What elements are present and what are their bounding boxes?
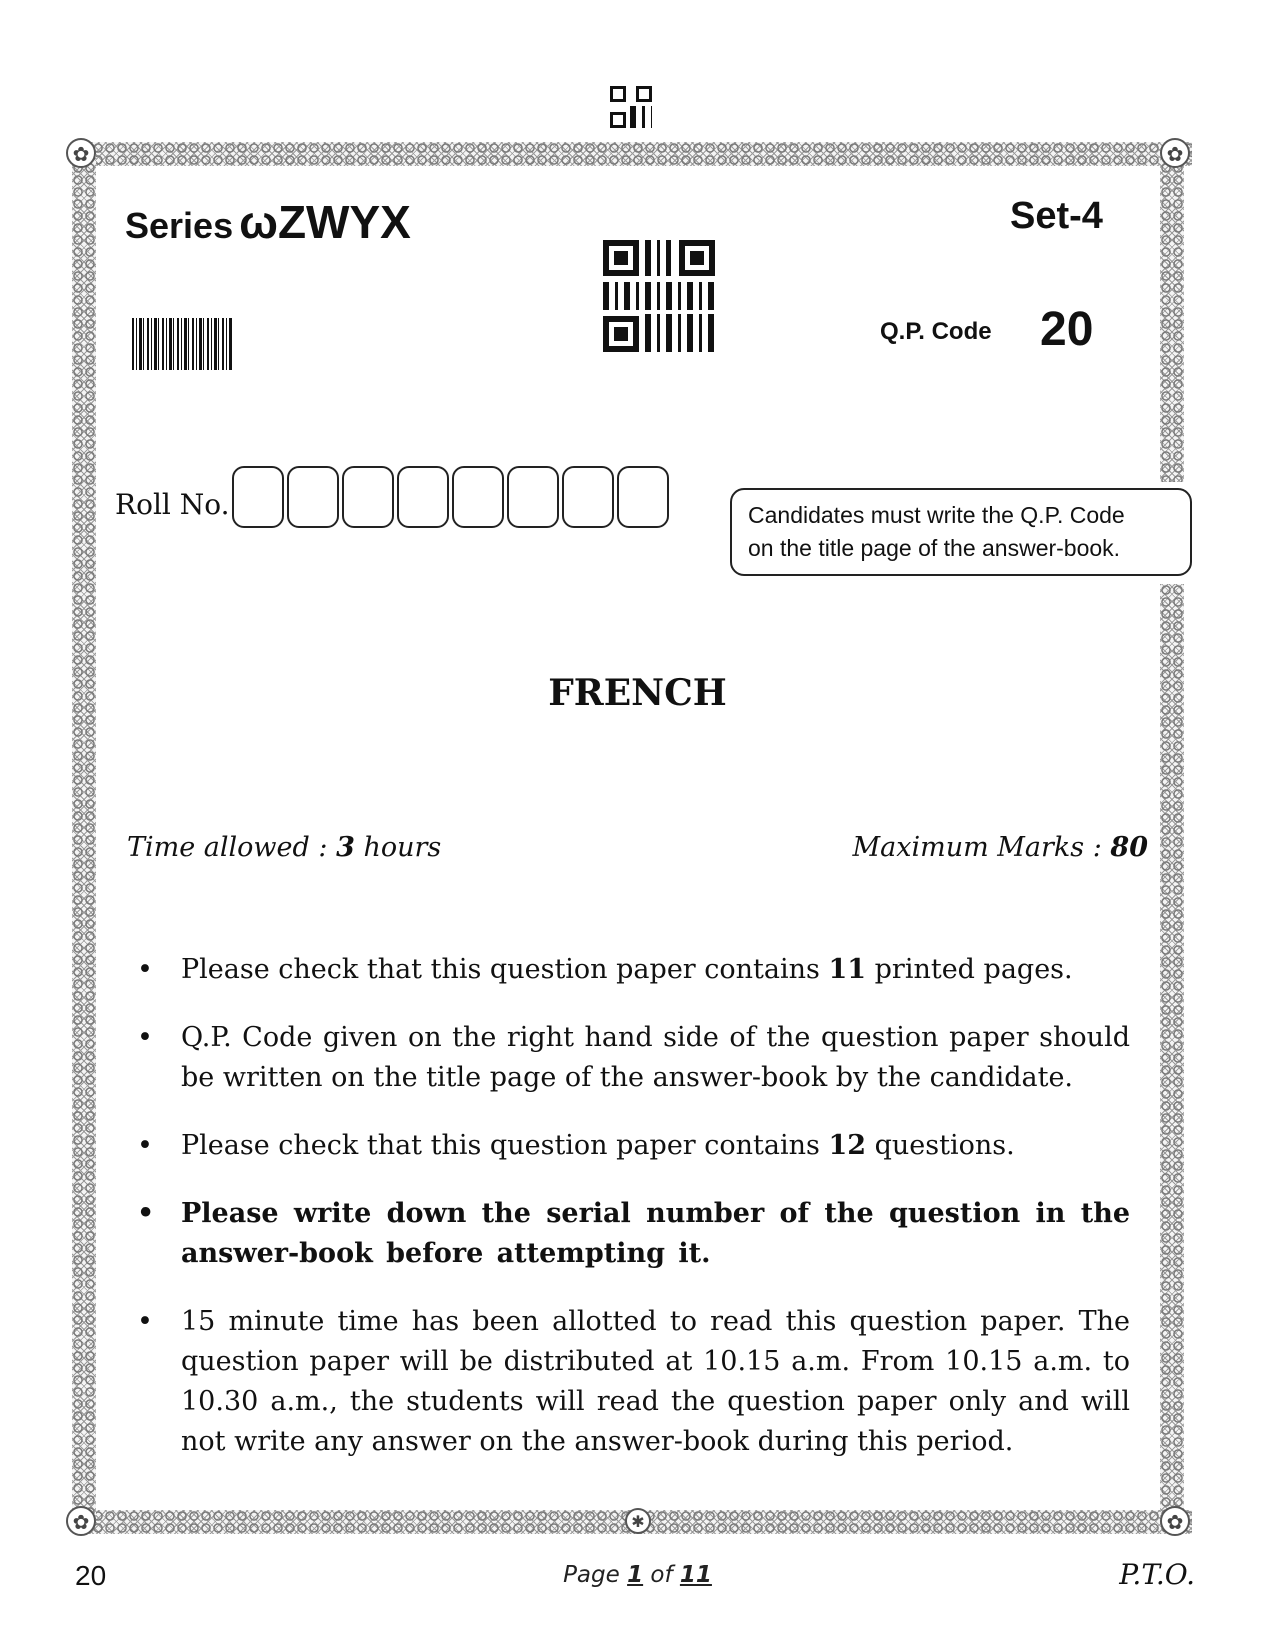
series-text: Series bbox=[125, 205, 234, 246]
instruction-item: • Please check that this question paper contains 11 printed pages. bbox=[135, 950, 1130, 990]
series-label bbox=[125, 195, 411, 249]
series-code: ωZWYX bbox=[239, 196, 411, 248]
qp-code-value: 20 bbox=[1040, 303, 1094, 356]
time-value: 3 bbox=[336, 832, 355, 863]
subject-title: FRENCH bbox=[548, 672, 727, 714]
bullet-icon: • bbox=[137, 1198, 155, 1229]
corner-ornament-icon: ✿ bbox=[1160, 1506, 1190, 1536]
instruction-item: • Q.P. Code given on the right hand side of the question paper should be written on the title page of the answer-book by the candidate. bbox=[135, 1018, 1130, 1098]
instruction-item: • Please check that this question paper contains 12 questions. bbox=[135, 1126, 1130, 1166]
roll-no-digit-box[interactable] bbox=[397, 466, 449, 528]
center-ornament-icon: ✱ bbox=[625, 1508, 651, 1534]
roll-no-digit-box[interactable] bbox=[342, 466, 394, 528]
bullet-icon: • bbox=[137, 954, 153, 985]
corner-ornament-icon: ✿ bbox=[66, 1506, 96, 1536]
qr-code-icon bbox=[603, 240, 715, 352]
maximum-marks bbox=[853, 832, 1149, 863]
page-number: Page 1 of 11 bbox=[563, 1562, 712, 1588]
time-label: Time allowed : bbox=[127, 832, 337, 863]
instructions-list bbox=[135, 950, 1130, 1490]
qp-code-notice bbox=[730, 488, 1192, 576]
roll-no-digit-box[interactable] bbox=[232, 466, 284, 528]
qr-code-small-icon bbox=[610, 86, 652, 128]
roll-no-label: Roll No. bbox=[115, 488, 230, 521]
border-right-upper bbox=[1160, 150, 1184, 482]
bullet-icon: • bbox=[137, 1306, 153, 1337]
qp-code-label: Q.P. Code bbox=[880, 318, 992, 345]
bullet-icon: • bbox=[137, 1022, 153, 1053]
corner-ornament-icon: ✿ bbox=[1160, 138, 1190, 168]
set-number: Set-4 bbox=[1010, 195, 1103, 237]
instruction-item: • Please write down the serial number of the question in the answer-book before attempting it. bbox=[135, 1194, 1130, 1274]
roll-no-digit-box[interactable] bbox=[617, 466, 669, 528]
roll-no-digit-box[interactable] bbox=[452, 466, 504, 528]
border-right-lower bbox=[1160, 584, 1184, 1522]
roll-no-digit-box[interactable] bbox=[287, 466, 339, 528]
bullet-icon: • bbox=[137, 1130, 153, 1161]
time-allowed bbox=[127, 832, 441, 863]
instruction-item: • 15 minute time has been allotted to read this question paper. The question paper will be distributed at 10.15 a.m. From 10.15 a.m. to 10.30 a.m., the students will read the question paper only and will not write any answer on the answer-book during this period. bbox=[135, 1302, 1130, 1462]
marks-label: Maximum Marks : bbox=[852, 832, 1111, 863]
roll-no-boxes bbox=[232, 466, 672, 528]
pto-label: P.T.O. bbox=[1119, 1558, 1195, 1591]
notice-line-1: Candidates must write the Q.P. Code bbox=[748, 502, 1125, 528]
time-unit: hours bbox=[354, 832, 442, 863]
footer-qp-code: 20 bbox=[75, 1560, 107, 1591]
roll-no-digit-box[interactable] bbox=[507, 466, 559, 528]
barcode-icon bbox=[132, 318, 232, 370]
marks-value: 80 bbox=[1110, 832, 1148, 863]
border-left bbox=[72, 150, 96, 1522]
corner-ornament-icon: ✿ bbox=[66, 138, 96, 168]
roll-no-digit-box[interactable] bbox=[562, 466, 614, 528]
notice-line-2: on the title page of the answer-book. bbox=[748, 535, 1121, 561]
border-top bbox=[80, 142, 1192, 166]
